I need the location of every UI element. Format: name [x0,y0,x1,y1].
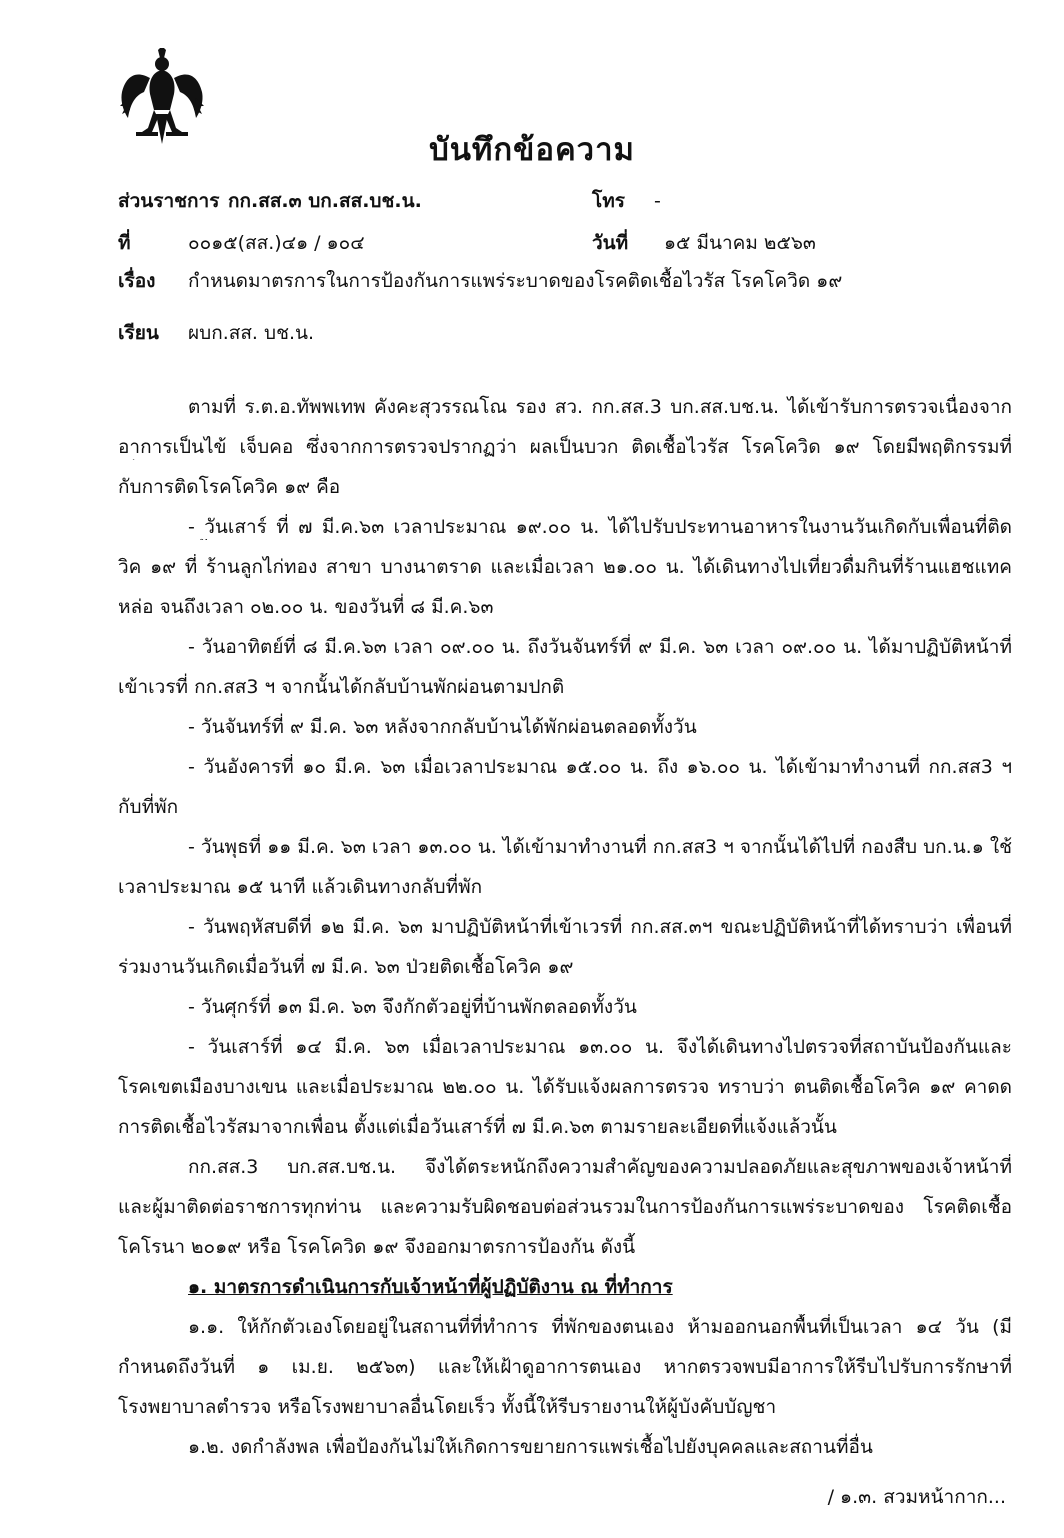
body-line: - วันเสาร์ที่ ๑๔ มี.ค. ๖๓ เมื่อเวลาประมาณ ๑๓.๐๐ น. จึงได้เดินทางไปตรวจที่สถาบันป้องกันและ [188,1036,1012,1058]
body-line: ๑.๒. งดกำลังพล เพื่อป้องกันไม่ให้เกิดการขยายการแพร่เชื้อไปยังบุคคลและสถานที่อื่น [188,1436,873,1458]
body-line: กำหนดถึงวันที่ ๑ เม.ย. ๒๕๖๓) และให้เฝ้าดูอาการตนเอง หากตรวจพบมีอาการให้รีบไปรับการรักษาที่ [118,1356,1012,1378]
continuation-note: / ๑.๓. สวมหน้ากาก... [827,1486,1006,1508]
body-line: - วันศุกร์ที่ ๑๓ มี.ค. ๖๓ จึงกักตัวอยู่ที่บ้านพักตลอดทั้งวัน [188,996,637,1018]
body-line: เข้าเวรที่ กก.สส3 ฯ จากนั้นได้กลับบ้านพักผ่อนตามปกติ [118,676,565,698]
body-line: - วันพุธที่ ๑๑ มี.ค. ๖๓ เวลา ๑๓.๐๐ น. ได้เข้ามาทำงานที่ กก.สส3 ฯ จากนั้นได้ไปที่ กองสืบ บก.น.๑ ใช้ [188,836,1012,858]
ref-label: ที่ [118,232,131,254]
phone-value: - [654,190,661,212]
body-line: - วันจันทร์ที่ ๙ มี.ค. ๖๓ หลังจากกลับบ้านได้พักผ่อนตลอดทั้งวัน [188,716,697,738]
body-line: - วันเสาร์ ที่ ๗ มี.ค.๖๓ เวลาประมาณ ๑๙.๐๐ น. ได้ไปรับประทานอาหารในงานวันเกิดกับเพื่อนที่ติด [188,516,1012,538]
agency-label: ส่วนราชการ [118,190,220,212]
body-line: ตามที่ ร.ต.อ.ทัพพเทพ คังคะสุวรรณโณ รอง สว. กก.สส.3 บก.สส.บช.น. ได้เข้ารับการตรวจเนื่องจาก [188,396,1012,418]
date-label: วันที่ [592,232,629,254]
body-line: หล่อ จนถึงเวลา ๐๒.๐๐ น. ของวันที่ ๘ มี.ค.๖๓ [118,596,494,618]
body-line: ๑.๑. ให้กักตัวเองโดยอยู่ในสถานที่ที่ทำการ ที่พักของตนเอง ห้ามออกนอกพื้นที่เป็นเวลา ๑๔ วัน (มี [188,1316,1012,1338]
to-value: ผบก.สส. บช.น. [188,322,315,344]
body-line: โรคเขตเมืองบางเขน และเมื่อประมาณ ๒๒.๐๐ น. ได้รับแจ้งผลการตรวจ ทราบว่า ตนติดเชื้อโควิค ๑๙ คาดด [118,1076,1012,1098]
body-line: และผู้มาติดต่อราชการทุกท่าน และความรับผิดชอบต่อส่วนรวมในการป้องกันการแพร่ระบาดของ โรคติดเชื้อ [118,1196,1012,1218]
body-line: - วันอาทิตย์ที่ ๘ มี.ค.๖๓ เวลา ๐๙.๐๐ น. ถึงวันจันทร์ที่ ๙ มี.ค. ๖๓ เวลา ๐๙.๐๐ น. ได้มาปฏิบัติหน้าที่ [188,636,1012,658]
date-value: ๑๕ มีนาคม ๒๕๖๓ [664,232,816,254]
to-label: เรียน [118,322,159,344]
body-line: กับการติดโรคโควิค ๑๙ คือ [118,476,341,498]
body-line: กับที่พัก [118,796,179,818]
body-line: วิค ๑๙ ที่ ร้านลูกไก่ทอง สาขา บางนาตราด และเมื่อเวลา ๒๑.๐๐ น. ได้เดินทางไปเที่ยวดื่มกินที่ร้านแฮชแทค [118,556,1012,578]
body-line: เวลาประมาณ ๑๕ นาที แล้วเดินทางกลับที่พัก [118,876,483,898]
body-line: โรงพยาบาลตำรวจ หรือโรงพยาบาลอื่นโดยเร็ว ทั้งนี้ให้รีบรายงานให้ผู้บังคับบัญชา [118,1396,777,1418]
body-line: - วันอังคารที่ ๑๐ มี.ค. ๖๓ เมื่อเวลาประมาณ ๑๕.๐๐ น. ถึง ๑๖.๐๐ น. ได้เข้ามาทำงานที่ กก.สส3 ฯ [188,756,1012,778]
body-line: การติดเชื้อไวรัสมาจากเพื่อน ตั้งแต่เมื่อวันเสาร์ที่ ๗ มี.ค.๖๓ ตามรายละเอียดที่แจ้งแล้วนั้น [118,1116,837,1138]
phone-label: โทร [592,190,625,212]
ref-value: ๐๐๑๕(สส.)๔๑ / ๑๐๔ [188,232,365,254]
body-line: โคโรนา ๒๐๑๙ หรือ โรคโควิด ๑๙ จึงออกมาตรการป้องกัน ดังนี้ [118,1236,636,1258]
body-line: ร่วมงานวันเกิดเมื่อวันที่ ๗ มี.ค. ๖๓ ป่วยติดเชื้อโควิค ๑๙ [118,956,574,978]
section-heading: ๑. มาตรการดำเนินการกับเจ้าหน้าที่ผู้ปฏิบัติงาน ณ ที่ทำการ [188,1276,673,1298]
agency-value: กก.สส.๓ บก.สส.บช.น. [228,190,422,212]
body-line: - วันพฤหัสบดีที่ ๑๒ มี.ค. ๖๓ มาปฏิบัติหน้าที่เข้าเวรที่ กก.สส.๓ฯ ขณะปฏิบัติหน้าที่ได้ทราบว่า เพื่อนที่ [188,916,1012,938]
body-line: กก.สส.3 บก.สส.บช.น. จึงได้ตระหนักถึงความสำคัญของความปลอดภัยและสุขภาพของเจ้าหน้าที่ [188,1156,1012,1178]
subject-label: เรื่อง [118,270,156,292]
agency-row [118,188,219,214]
body-line: อาการเป็นไข้ เจ็บคอ ซึ่งจากการตรวจปรากฏว่า ผลเป็นบวก ติดเชื้อไวรัส โรคโควิด ๑๙ โดยมีพฤติกรรมที่ [118,436,1012,458]
subject-value: กำหนดมาตรการในการป้องกันการแพร่ระบาดของโรคติดเชื้อไวรัส โรคโควิด ๑๙ [188,270,843,292]
memo-title: บันทึกข้อความ [429,132,635,168]
